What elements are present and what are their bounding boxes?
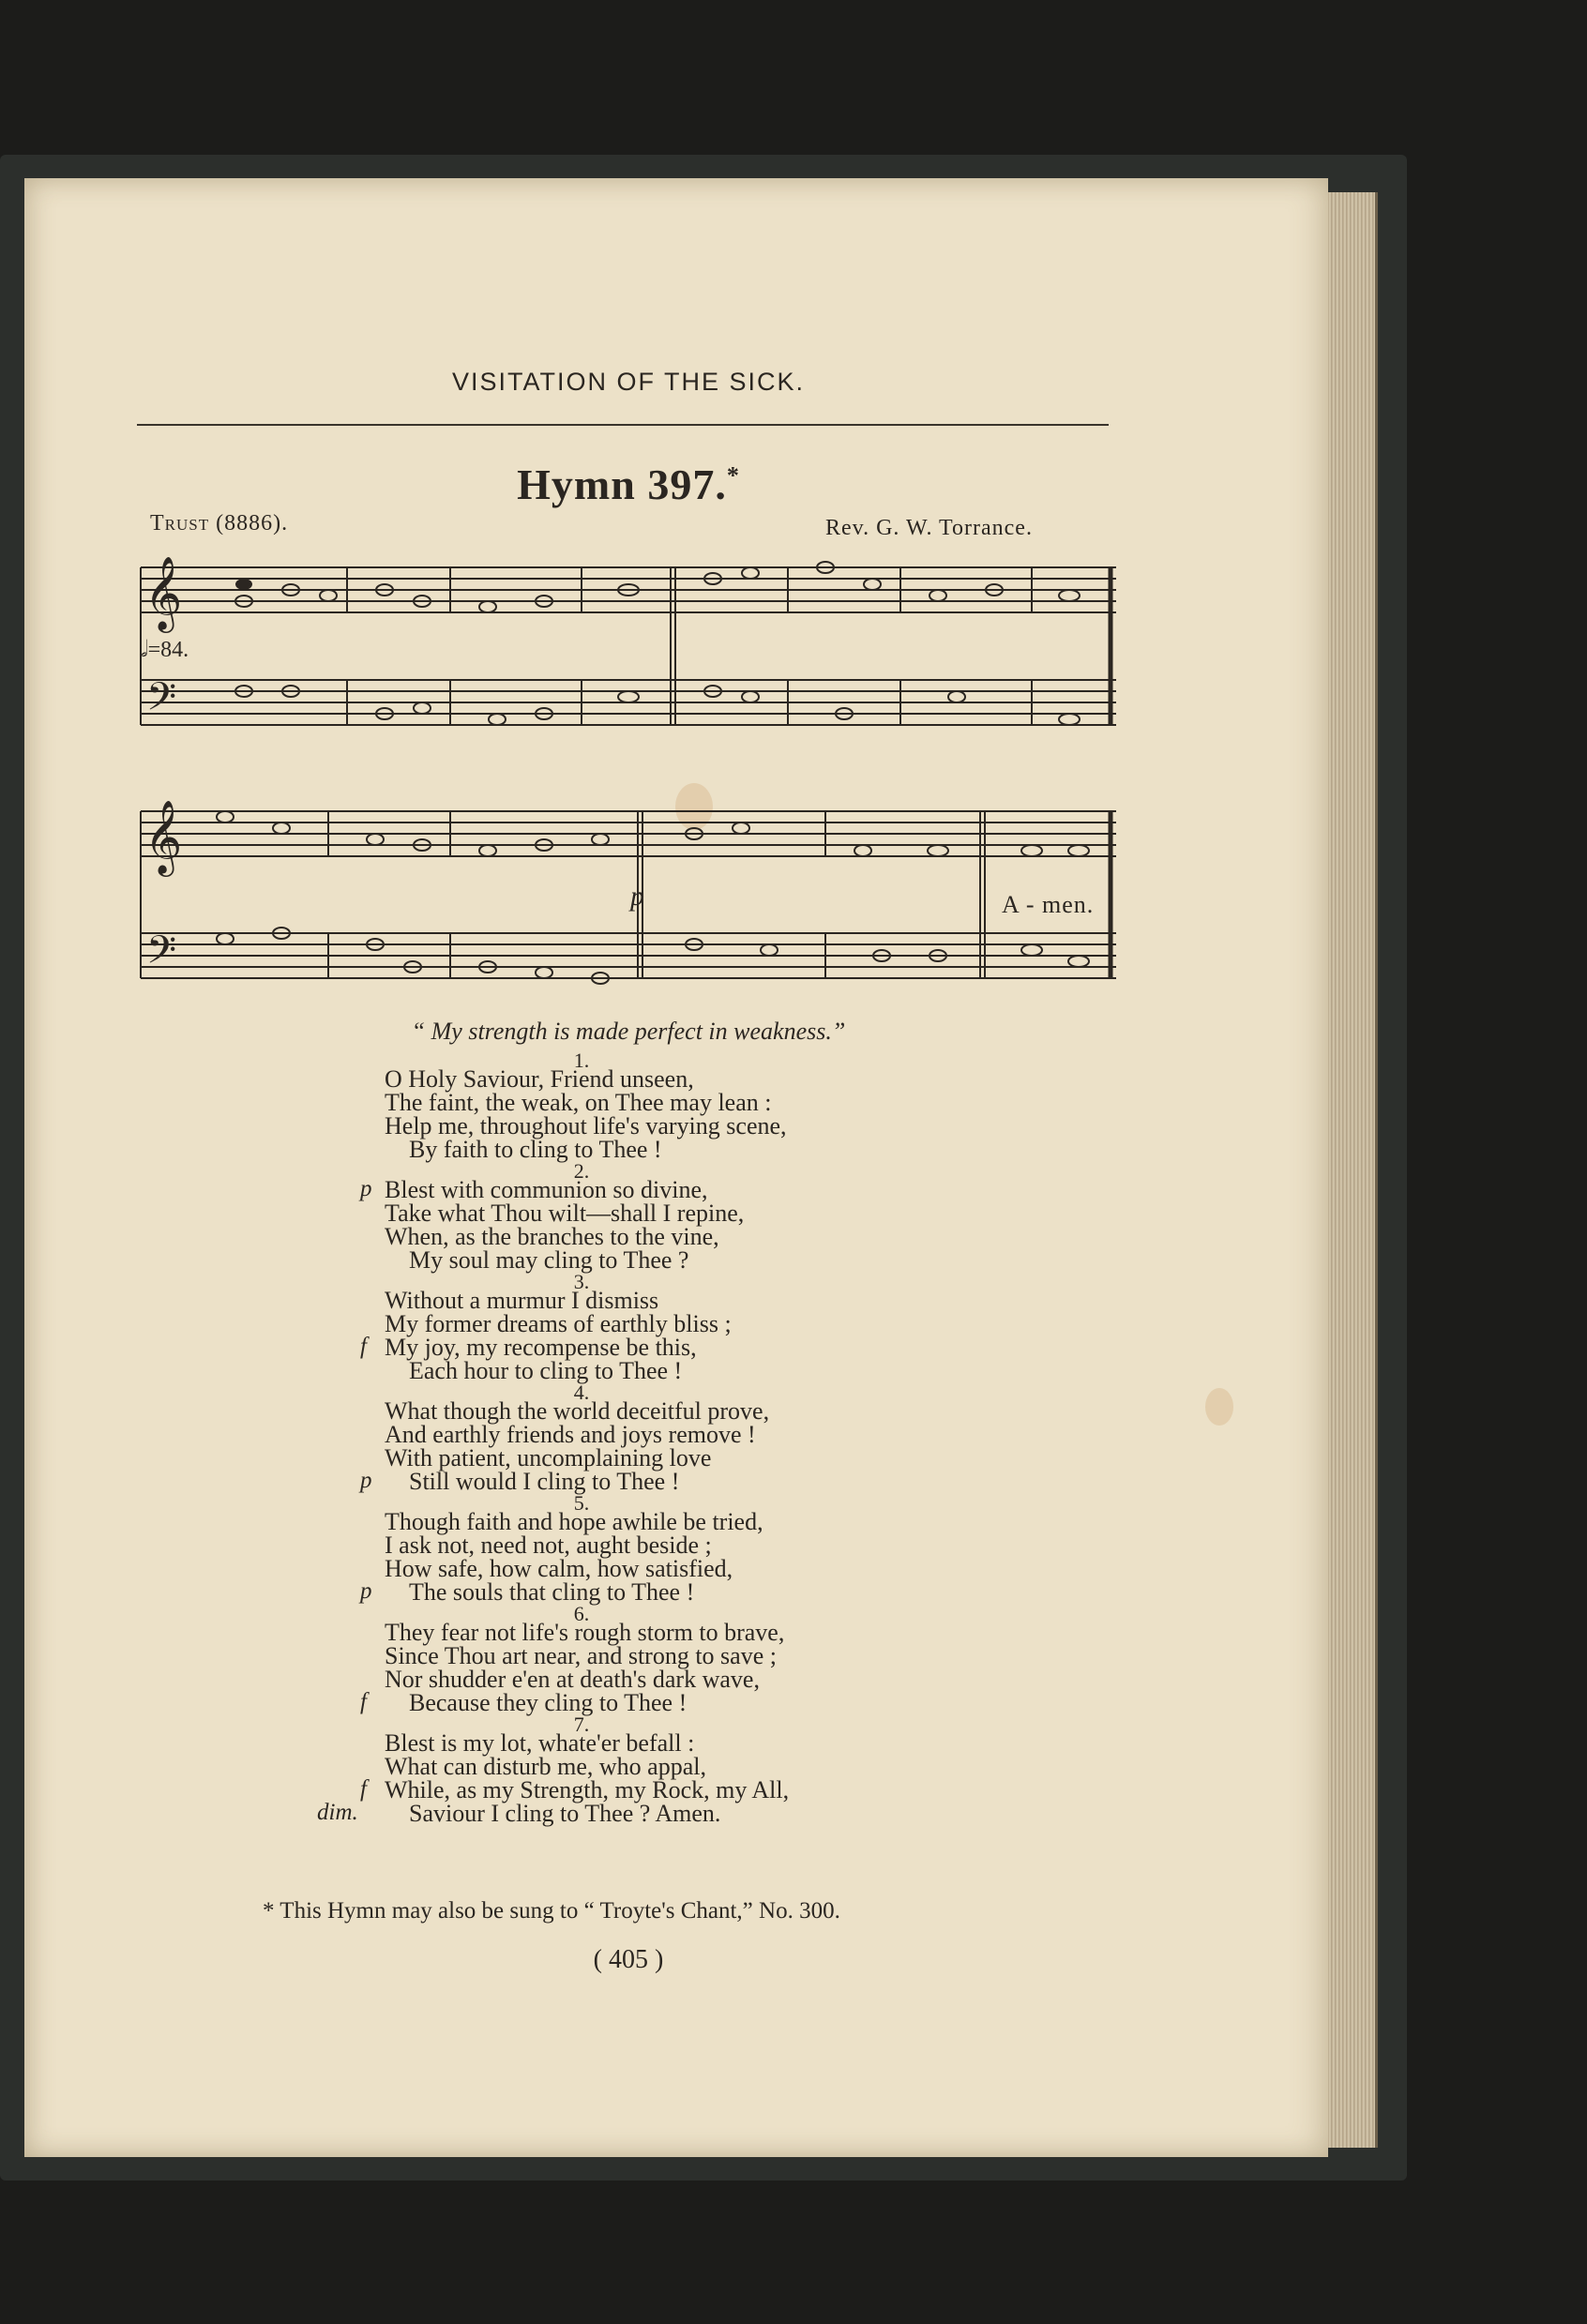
verse-number: 3.: [573, 1270, 590, 1293]
verse-line: Help me, throughout life's varying scene,: [385, 1112, 787, 1139]
dynamic-marking: p: [360, 1578, 372, 1604]
verse-line: Since Thou art near, and strong to save ;: [385, 1642, 777, 1669]
header-rule: [137, 424, 1109, 426]
verse-line: The faint, the weak, on Thee may lean :: [385, 1089, 772, 1116]
verse-line: They fear not life's rough storm to brave,: [385, 1619, 785, 1646]
verse-line: Each hour to cling to Thee !: [409, 1357, 683, 1384]
barlines-2: [141, 811, 1111, 978]
bass-staff-2: [141, 933, 1116, 978]
verse-line: Blest with communion so divine,: [385, 1176, 708, 1203]
verse-number: 2.: [573, 1159, 590, 1183]
verse-line: Without a murmur I dismiss: [385, 1287, 659, 1314]
dynamic-marking: f: [360, 1776, 367, 1802]
footnote: * This Hymn may also be sung to “ Troyte's Chant,” No. 300.: [263, 1898, 840, 1924]
verse-line: Blest is my lot, whate'er befall :: [385, 1729, 695, 1757]
verse-line: Because they cling to Thee !: [409, 1689, 688, 1716]
dynamic-marking: p: [360, 1176, 372, 1201]
dynamic-marking: p: [360, 1468, 372, 1493]
treble-staff-2: [141, 811, 1116, 856]
verse-line: How safe, how calm, how satisfied,: [385, 1555, 733, 1582]
music-score-system-2: [131, 792, 1126, 1008]
bass-clef: 𝄢: [146, 928, 177, 982]
hymn-title: Hymn 397.*: [517, 460, 740, 508]
verse-line: My soul may cling to Thee ?: [409, 1246, 689, 1274]
verse-number: 4.: [573, 1381, 590, 1404]
verse-line: When, as the branches to the vine,: [385, 1223, 719, 1250]
verse-number: 6.: [573, 1602, 590, 1625]
verse-line: What though the world deceitful prove,: [385, 1397, 770, 1425]
verse-line: Nor shudder e'en at death's dark wave,: [385, 1666, 760, 1693]
verse-line: I ask not, need not, aught beside ;: [385, 1532, 712, 1559]
verse-line: By faith to cling to Thee !: [409, 1136, 662, 1163]
dynamic-p: p: [630, 881, 644, 912]
tempo-marking: 𝅗𝅥=84.: [141, 638, 189, 662]
verse-line: My former dreams of earthly bliss ;: [385, 1310, 732, 1337]
page-number: ( 405 ): [593, 1945, 664, 1974]
author-name: Rev. G. W. Torrance.: [825, 516, 1033, 540]
verse-number: 7.: [573, 1713, 590, 1736]
verse-line: What can disturb me, who appal,: [385, 1753, 706, 1780]
notes-system-1: [235, 562, 1080, 725]
verse-line: My joy, my recompense be this,: [385, 1334, 697, 1361]
bass-clef: 𝄢: [146, 674, 177, 729]
verse-line: Still would I cling to Thee !: [409, 1468, 680, 1495]
verse-line: With patient, uncomplaining love: [385, 1444, 712, 1471]
verse-number: 1.: [573, 1049, 590, 1072]
music-score-system-1: [131, 549, 1126, 746]
treble-clef: 𝄞: [144, 800, 183, 874]
tune-name: Trust (8886).: [150, 511, 289, 536]
amen-label: A - men.: [1002, 891, 1095, 918]
dynamic-marking: dim.: [317, 1800, 358, 1825]
running-head: VISITATION OF THE SICK.: [451, 368, 806, 396]
dynamic-marking: f: [360, 1689, 367, 1714]
verse-number: 5.: [573, 1491, 590, 1515]
paper-stain: [1205, 1388, 1233, 1426]
notes-system-2: [217, 811, 1089, 984]
verse-line: Though faith and hope awhile be tried,: [385, 1508, 763, 1535]
verse-line: The souls that cling to Thee !: [409, 1578, 695, 1606]
treble-clef: 𝄞: [144, 556, 183, 630]
treble-staff-1: [141, 567, 1116, 612]
dynamic-marking: f: [360, 1334, 367, 1359]
verse-line: Saviour I cling to Thee ? Amen.: [409, 1800, 721, 1827]
motto: “ My strength is made perfect in weakness.”: [411, 1018, 846, 1045]
verse-line: And earthly friends and joys remove !: [385, 1421, 756, 1448]
verse-line: Take what Thou wilt—shall I repine,: [385, 1200, 745, 1227]
verse-line: O Holy Saviour, Friend unseen,: [385, 1065, 694, 1093]
verse-line: While, as my Strength, my Rock, my All,: [385, 1776, 790, 1803]
